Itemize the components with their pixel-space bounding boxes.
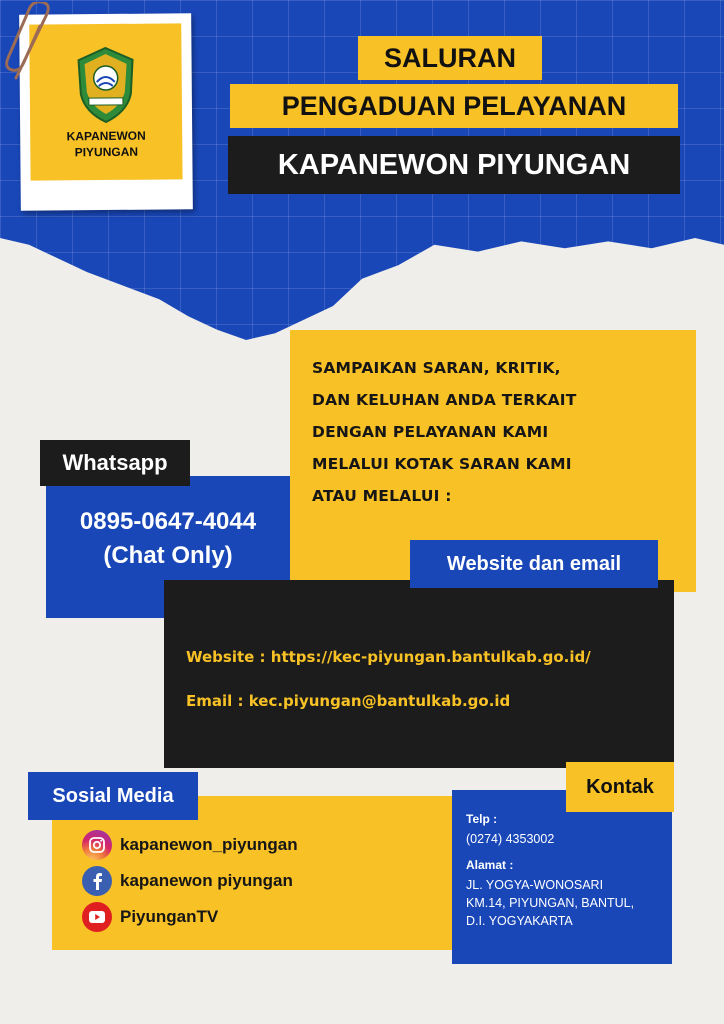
message-text [312, 352, 692, 512]
instagram-handle: kapanewon_piyungan [120, 835, 298, 854]
address-line: JL. YOGYA-WONOSARI [466, 878, 604, 892]
facebook-icon [82, 866, 112, 896]
address-line: KM.14, PIYUNGAN, BANTUL, [466, 896, 635, 910]
web-label: Website dan email [410, 540, 658, 588]
title-line-1: SALURAN [358, 36, 542, 80]
youtube-handle: PiyunganTV [120, 907, 219, 926]
address-label: Alamat : [466, 858, 514, 872]
telp-label: Telp : [466, 812, 498, 826]
website-link[interactable]: Website : https://kec-piyungan.bantulkab.go.id/ [186, 648, 591, 666]
message-line: MELALUI KOTAK SARAN KAMI [312, 455, 572, 473]
paperclip-icon [2, 2, 58, 84]
logo-caption [30, 127, 182, 160]
message-line: SAMPAIKAN SARAN, KRITIK, [312, 359, 561, 377]
contact-label: Kontak [566, 762, 674, 812]
email-link[interactable]: Email : kec.piyungan@bantulkab.go.id [186, 692, 511, 710]
telp-value[interactable]: (0274) 4353002 [466, 832, 555, 846]
emblem-icon [74, 46, 137, 125]
social-item-youtube[interactable] [82, 902, 218, 932]
social-label: Sosial Media [28, 772, 198, 820]
social-item-instagram[interactable] [82, 830, 298, 860]
instagram-icon [82, 830, 112, 860]
title-line-2: PENGADUAN PELAYANAN [230, 84, 678, 128]
social-item-facebook[interactable] [82, 866, 293, 896]
title-line-3: KAPANEWON PIYUNGAN [228, 136, 680, 194]
logo-caption-line1: KAPANEWON [66, 128, 146, 144]
whatsapp-label: Whatsapp [40, 440, 190, 486]
address-value [466, 876, 666, 930]
message-line: DAN KELUHAN ANDA TERKAIT [312, 391, 577, 409]
youtube-icon [82, 902, 112, 932]
facebook-handle: kapanewon piyungan [120, 871, 293, 890]
web-panel [164, 580, 674, 768]
logo-caption-line2: PIYUNGAN [74, 144, 139, 160]
whatsapp-number[interactable]: 0895-0647-4044 [79, 508, 257, 535]
message-line: ATAU MELALUI : [312, 487, 452, 505]
message-line: DENGAN PELAYANAN KAMI [312, 423, 549, 441]
address-line: D.I. YOGYAKARTA [466, 914, 573, 928]
whatsapp-note: (Chat Only) [103, 542, 233, 569]
